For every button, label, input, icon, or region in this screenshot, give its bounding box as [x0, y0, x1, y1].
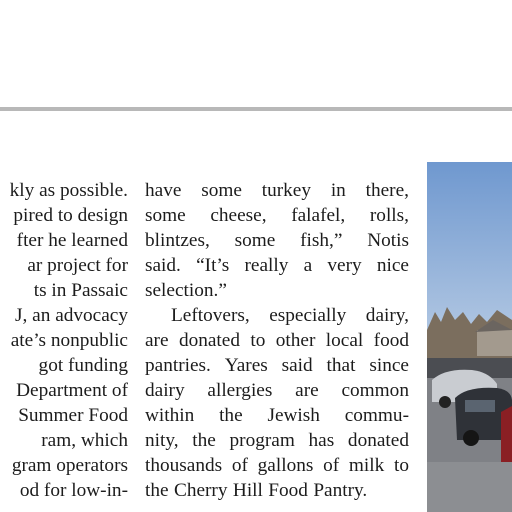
building [477, 330, 512, 356]
word: donated [347, 430, 409, 451]
word: pantries. [145, 355, 211, 376]
word: the [145, 480, 169, 501]
word: some [234, 230, 276, 251]
text-line [145, 478, 409, 503]
pavement-foreground [427, 462, 512, 512]
text-line [145, 403, 409, 428]
word: nice [376, 255, 409, 276]
word: are [145, 330, 169, 351]
wheel [439, 396, 451, 408]
text-line [145, 453, 409, 478]
word: since [369, 355, 409, 376]
text-line: gram operators [11, 455, 128, 476]
text-line: Department of [16, 380, 128, 401]
text-line: pired to design [13, 205, 128, 226]
word: said. [145, 255, 181, 276]
word: has [308, 430, 335, 451]
text-line: ate’s nonpublic [10, 330, 128, 351]
text-line [145, 178, 409, 203]
text-line: ts in Passaic [33, 280, 128, 301]
word: really [244, 255, 289, 276]
word: selection.” [145, 280, 227, 301]
word: commu- [344, 405, 409, 426]
word: turkey [261, 180, 311, 201]
text-line: kly as possible. [9, 180, 128, 201]
word: that [326, 355, 356, 376]
text-line [145, 203, 409, 228]
wheel [463, 430, 479, 446]
text-line [145, 228, 409, 253]
word: are [295, 380, 319, 401]
word: some [145, 205, 186, 226]
word: there, [365, 180, 409, 201]
text-line [145, 328, 409, 353]
word: rolls, [369, 205, 409, 226]
word: within [145, 405, 195, 426]
word: Notis [367, 230, 409, 251]
word: “It’s [196, 255, 230, 276]
word: program [229, 430, 295, 451]
word: the [219, 405, 243, 426]
word: fish,” [300, 230, 343, 251]
text-line [145, 253, 409, 278]
word: allergies [207, 380, 273, 401]
parking-lot-photo [427, 162, 512, 512]
word: gallons [257, 455, 314, 476]
text-line: got funding [38, 355, 128, 376]
article-column-left [0, 178, 128, 503]
text-line [145, 278, 409, 303]
word: dairy [145, 380, 185, 401]
word: in [330, 180, 346, 201]
text-line: ram, which [41, 430, 128, 451]
text-line [145, 353, 409, 378]
word: nity, [145, 430, 179, 451]
word: very [327, 255, 362, 276]
word: especially [269, 305, 347, 326]
word: to [393, 455, 409, 476]
word: thousands [145, 455, 223, 476]
word: the [192, 430, 216, 451]
word: falafel, [291, 205, 346, 226]
word: have [145, 180, 182, 201]
word: to [250, 330, 266, 351]
red-car [501, 406, 512, 462]
word: Hill [232, 480, 263, 501]
header-divider [0, 107, 512, 111]
word: cheese, [210, 205, 267, 226]
word: blintzes, [145, 230, 210, 251]
word: a [303, 255, 313, 276]
text-line: J, an advocacy [15, 305, 128, 326]
word: milk [348, 455, 385, 476]
word: some [201, 180, 242, 201]
text-line: Summer Food [18, 405, 128, 426]
word: Leftovers, [171, 305, 250, 326]
text-line: ar project for [27, 255, 128, 276]
word: Cherry [173, 480, 228, 501]
article-column-right [145, 178, 409, 503]
word: donated [178, 330, 240, 351]
car-window [465, 400, 495, 412]
word: other [275, 330, 316, 351]
word: local [325, 330, 364, 351]
word: Yares [224, 355, 268, 376]
word: common [341, 380, 409, 401]
word: of [231, 455, 248, 476]
word: dairy, [365, 305, 409, 326]
text-line: od for low-in- [19, 480, 128, 501]
text-line [145, 428, 409, 453]
text-line [145, 378, 409, 403]
text-line [145, 303, 409, 328]
word: said [281, 355, 313, 376]
text-line: fter he learned [16, 230, 128, 251]
word: Pantry. [313, 480, 368, 501]
word: Food [268, 480, 308, 501]
word: food [373, 330, 409, 351]
word: Jewish [267, 405, 320, 426]
word: of [323, 455, 340, 476]
